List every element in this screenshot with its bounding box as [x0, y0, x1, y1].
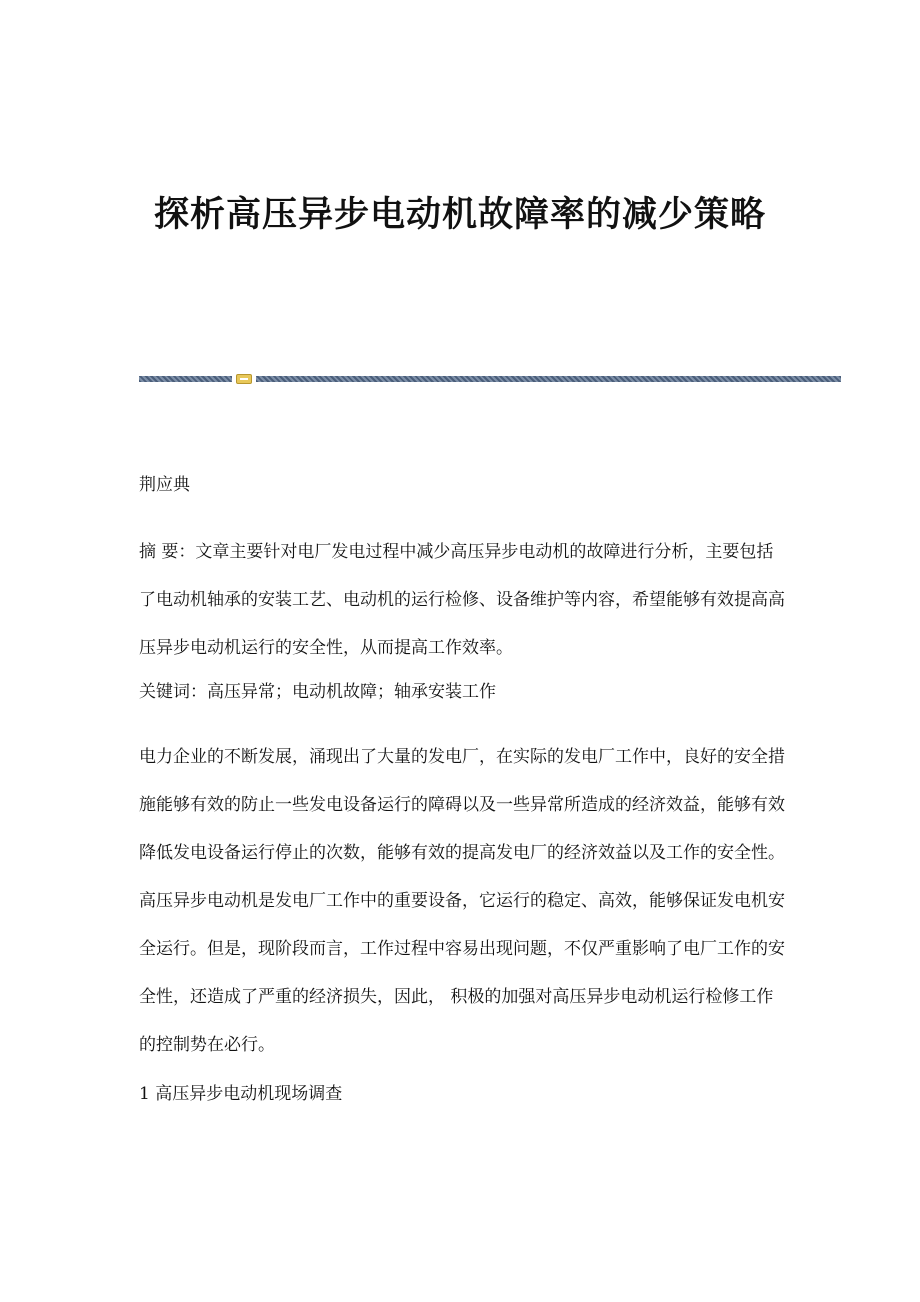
divider-bar-right	[256, 376, 841, 382]
author-name: 荆应典	[139, 475, 190, 495]
divider-bar-left	[139, 376, 232, 382]
body-paragraph: 电力企业的不断发展，涌现出了大量的发电厂，在实际的发电厂工作中，良好的安全措施能够有效的防止一些发电设备运行的障碍以及一些异常所造成的经济效益，能够有效降低发电设备运行停止的次数，能够有效的提高发电厂的经济效益以及工作的安全性。高压异步电动机是发电厂工作中的重要设备，它运行的稳定、高效，能够保证发电机安全运行。但是，现阶段而言，工作过程中容易出现问题，不仅严重影响了电厂工作的安全性，还造成了严重的经济损失，因此， 积极的加强对高压异步电动机运行检修工作的控制势在必行。	[139, 747, 785, 1055]
keywords-line: 关键词：高压异常；电动机故障；轴承安装工作	[139, 682, 496, 702]
decorative-divider	[139, 374, 841, 384]
abstract-paragraph: 摘 要：文章主要针对电厂发电过程中减少高压异步电动机的故障进行分析，主要包括了电动机轴承的安装工艺、电动机的运行检修、设备维护等内容，希望能够有效提高高压异步电动机运行的安全性，从而提高工作效率。	[139, 542, 785, 658]
section-heading: 1 高压异步电动机现场调查	[139, 1084, 343, 1104]
divider-emblem-icon	[236, 374, 252, 384]
document-title: 探析高压异步电动机故障率的减少策略	[153, 194, 766, 235]
